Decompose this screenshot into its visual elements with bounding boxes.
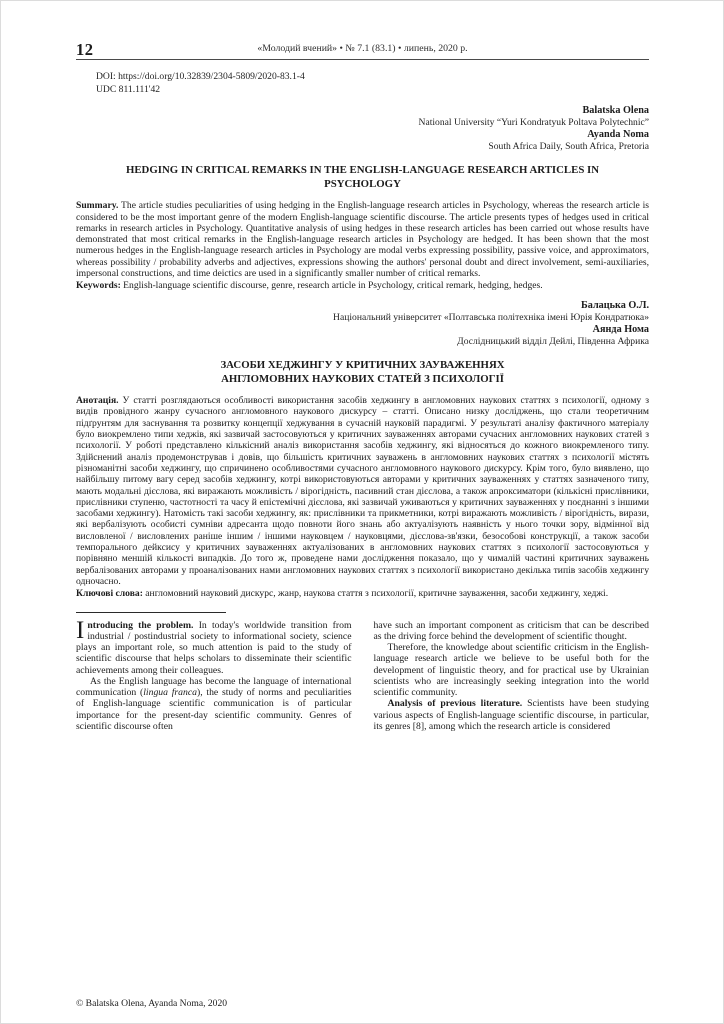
copyright-line: © Balatska Olena, Ayanda Noma, 2020 — [76, 998, 228, 1009]
abstract-paragraph — [76, 395, 649, 587]
author-affiliation-uk-2: Дослідницький відділ Дейлі, Південна Африка — [457, 336, 649, 348]
intro-paragraph — [76, 616, 352, 676]
keywords-uk-label: Ключові слова: — [76, 588, 143, 600]
keywords-en-label: Keywords: — [76, 280, 121, 292]
summary-block — [76, 200, 649, 292]
author-affiliation-en-1: National University “Yuri Kondratyuk Poltava Polytechnic” — [418, 117, 649, 129]
lf-text-after: ), the study of norms and peculiarities of English-language scientific communication is of particular importance for the present-day scientific community. Genres of scientific discourse often — [76, 687, 352, 732]
author-name-uk-2: Аянда Нома — [592, 323, 649, 335]
udc-line: UDC 811.111'42 — [96, 84, 161, 96]
article-meta — [96, 70, 649, 97]
column-left — [76, 616, 352, 733]
right-continuation-paragraph: have such an important component as criticism that can be described as the driving force behind the development of scientific thought. — [373, 619, 649, 642]
dropcap-letter: I — [76, 616, 85, 644]
body-columns — [76, 616, 649, 733]
lingua-franca-paragraph — [76, 676, 352, 732]
summary-label: Summary. — [76, 200, 119, 212]
authors-en — [76, 105, 649, 153]
article-title-en: HEDGING IN CRITICAL REMARKS IN THE ENGLISH-LANGUAGE RESEARCH ARTICLES IN PSYCHOLOGY — [125, 164, 600, 191]
lf-italic: lingua franca — [143, 687, 198, 699]
intro-text: In today's worldwide transition from industrial / postindustrial society to informational society, science plays an important role, so much attention is paid to the study of scientific discourse that helps scholars to disseminate their scientific achievements among their colleagues. — [76, 619, 352, 676]
column-right — [374, 620, 650, 733]
author-name-uk-1: Балацька О.Л. — [581, 299, 649, 311]
summary-paragraph — [76, 200, 649, 279]
section-divider — [76, 612, 226, 613]
keywords-en-paragraph — [76, 280, 649, 291]
therefore-paragraph: Therefore, the knowledge about scientific criticism in the English-language research article we believe to be useful both for the development of linguistic theory, and for practical use by Ukrainian scientists who are increasingly seeking integration into the world scientific community. — [373, 642, 649, 699]
journal-header-line: «Молодий вчений» • № 7.1 (83.1) • липень, 2020 р. — [257, 43, 468, 54]
doi-line: DOI: https://doi.org/10.32839/2304-5809/2020-83.1-4 — [96, 71, 305, 82]
author-affiliation-uk-1: Національний університет «Полтавська політехніка імені Юрія Кондратюка» — [333, 312, 649, 324]
lf-text-before: As the English language has become the language of international communication ( — [76, 675, 352, 699]
summary-text: The article studies peculiarities of using hedging in the English-language research articles in Psychology, whereas the research article is considered to be the most important genre of the modern English-language scientific discourse. The article presents types of hedges used in critical remarks in research articles in Psychology. Quantitative analysis of using hedges in these research articles has been carried out whose results have demonstrated that most critical remarks in the English-language research articles in Psychology are hedged. It has been shown that the most numerous hedges in the English-language research articles in Psychology are modal verbs expressing possibility, passive voice, and approximators, whereas possibility / probability adverbs and adjectives, expressions showing the authors' personal doubt and direct involvement, semi-auxiliaries, impersonal constructions, and time deictics are used in a significantly smaller number of critical remarks. — [76, 200, 649, 280]
authors-uk — [76, 300, 649, 348]
author-name-en-1: Balatska Olena — [582, 104, 649, 116]
analysis-paragraph — [374, 698, 650, 732]
abstract-label: Анотація. — [76, 395, 119, 407]
author-name-en-2: Ayanda Noma — [587, 128, 649, 140]
keywords-en-text: English-language scientific discourse, genre, research article in Psychology, critical remark, hedging, hedges. — [123, 280, 543, 292]
intro-lead: ntroducing the problem. — [87, 619, 194, 631]
article-title-uk: ЗАСОБИ ХЕДЖИНГУ У КРИТИЧНИХ ЗАУВАЖЕННЯХ АНГЛОМОВНИХ НАУКОВИХ СТАТЕЙ З ПСИХОЛОГІЇ — [220, 358, 505, 385]
page-number: 12 — [76, 40, 94, 59]
analysis-text: Scientists have been studying various aspects of English-language scientific discourse, in particular, its genres [8], among which the research article is considered — [373, 698, 649, 732]
abstract-text: У статті розглядаються особливості використання засобів хеджингу в англомовних наукових статтях з психології, одному з видів провідного жанру сучасного англомовного наукового дискурсу – статті. Описано низку досліджень, що стали теоретичним підґрунтям для заснування та розвитку концепції хеджування в сучасній науковій парадигмі. У результаті аналізу фактичного матеріалу було виокремлено типи хеджів, які зазвичай застосовуються у критичних зауваженнях авторами сучасних англомовних наукових статей з психології. У роботі представлено кількісний аналіз використання засобів хеджингу, які відносяться до кожного виокремленого типу. Здійснений аналіз продемонстрував і довів, що більшість критичних зауважень в англомовних наукових статтях з психології містять різноманітні засоби хеджингу, що спричинено особливостями сучасного англомовного наукового дискурсу. Крім того, було виявлено, що найбільшу питому вагу серед засобів хеджингу, котрі використовуються авторами у критичних зауваженнях у статтях зазначеного типу, мають модальні дієслова, які виражають можливість / вірогідність, пасивний стан дієслова, а також апроксиматори (кількісні прислівники, прислівники ступеню, частотності та часу й епістемічні дієслова, які зазвичай уживаються у критичних зауваженнях у поєднанні з іншими засобами хеджингу). Натомість такі засоби хеджингу, як: прислівники та прикметники, котрі виражають можливість / вірогідність, вирази, які вербалізують особисті сумніви адресанта щодо повноти його знань або актуалізують наявність у нього точки зору, відмінної від висловленої / висловлених раніше іншим / іншими науковцем / науковцями, дієслова-зв'язки, безособові конструкції, а також засоби темпорального дейксису у критичних зауваженнях актуалізованих в англомовних наукових статтях з психології застосовуються у порівняно меншій кількості випадків. До того ж, проведене нами дослідження показало, що у чималій частині критичних зауважень вербалізованих авторами у проаналізованих нами англомовних наукових статтях з психології використано декілька типів засобів хеджингу одночасно. — [76, 395, 649, 588]
analysis-lead: Analysis of previous literature. — [387, 698, 523, 710]
keywords-uk-text: англомовний науковий дискурс, жанр, наукова стаття з психології, критичне зауваження, засоби хеджингу, хеджі. — [145, 588, 609, 600]
author-affiliation-en-2: South Africa Daily, South Africa, Pretoria — [488, 141, 649, 153]
page-header — [76, 40, 649, 60]
keywords-uk-paragraph — [76, 588, 649, 599]
abstract-block — [76, 395, 649, 600]
